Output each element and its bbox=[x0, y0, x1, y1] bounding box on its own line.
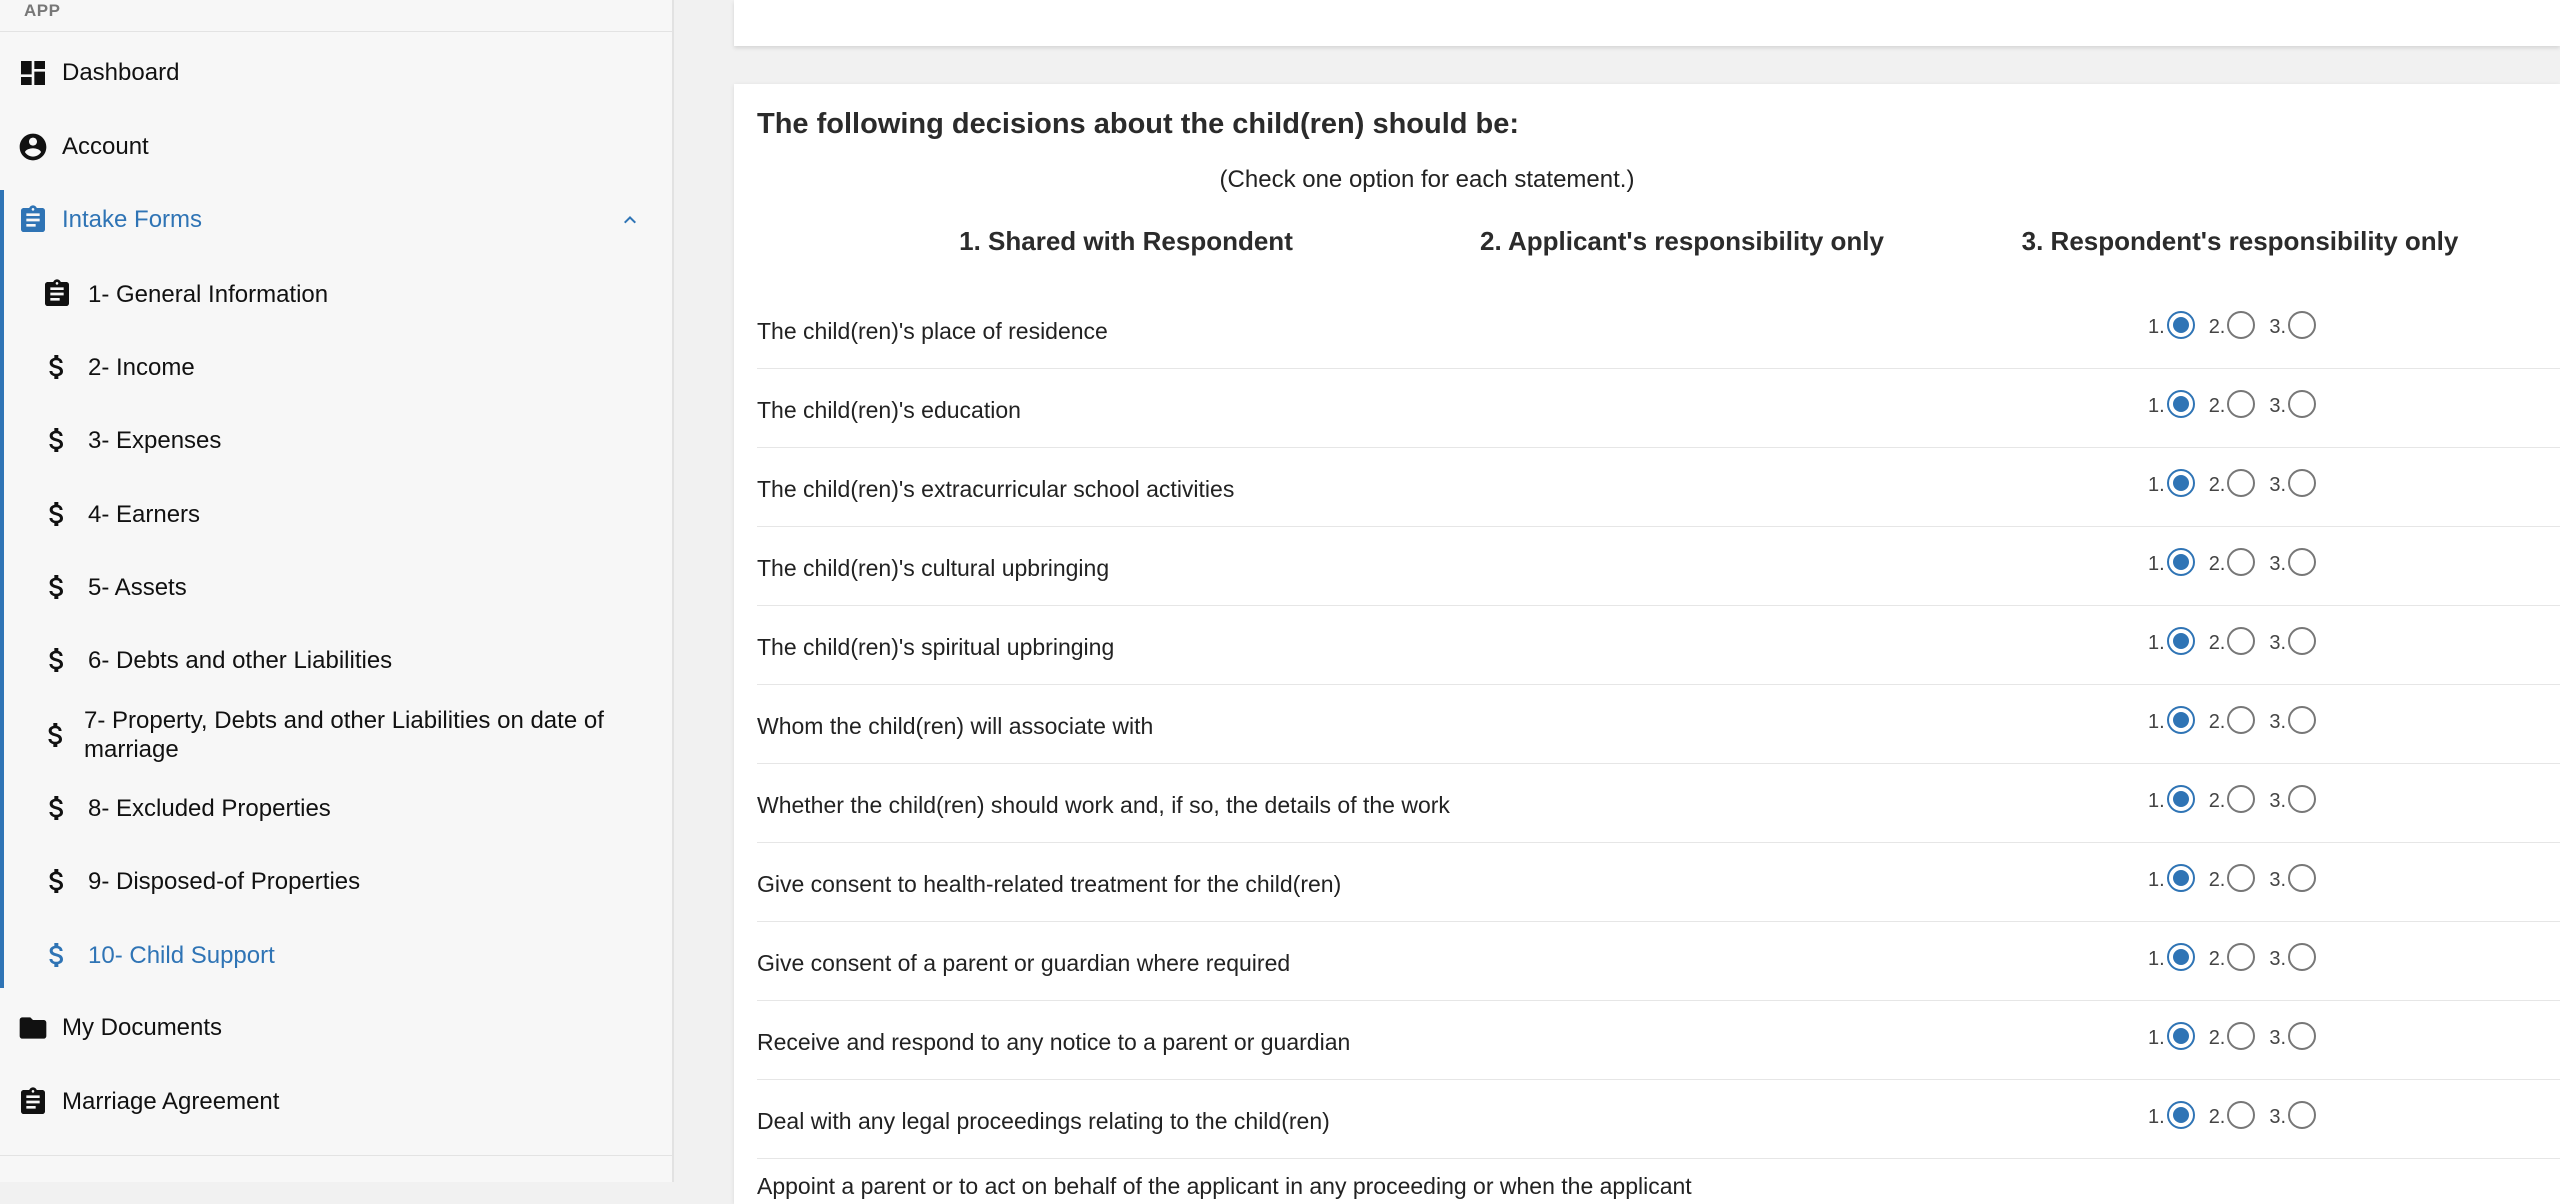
radio-group bbox=[2148, 468, 2330, 497]
radio-button[interactable] bbox=[2167, 943, 2195, 971]
radio-option-2[interactable] bbox=[2209, 310, 2256, 339]
radio-button[interactable] bbox=[2288, 548, 2316, 576]
radio-option-label: 1. bbox=[2148, 711, 2165, 733]
sidebar-subitem-assets[interactable] bbox=[0, 567, 672, 607]
sidebar-subitem-general-information[interactable] bbox=[0, 274, 672, 314]
subitem-label: 4- Earners bbox=[88, 500, 201, 528]
table-row bbox=[757, 922, 2560, 1001]
radio-option-label: 1. bbox=[2148, 790, 2165, 812]
radio-option-1[interactable] bbox=[2148, 1100, 2195, 1129]
radio-option-2[interactable] bbox=[2209, 547, 2256, 576]
radio-option-label: 3. bbox=[2269, 316, 2287, 338]
radio-option-2[interactable] bbox=[2209, 705, 2256, 734]
radio-button[interactable] bbox=[2288, 1022, 2316, 1050]
radio-option-label: 1. bbox=[2148, 1027, 2165, 1049]
radio-button[interactable] bbox=[2167, 785, 2195, 813]
radio-option-label: 3. bbox=[2269, 553, 2287, 575]
radio-button[interactable] bbox=[2227, 1101, 2255, 1129]
sidebar-subitem-child-support[interactable] bbox=[0, 935, 672, 975]
radio-option-label: 1. bbox=[2148, 474, 2165, 496]
radio-option-2[interactable] bbox=[2209, 1021, 2256, 1050]
radio-button[interactable] bbox=[2288, 706, 2316, 734]
sidebar-subitem-expenses[interactable] bbox=[0, 420, 672, 460]
radio-option-label: 2. bbox=[2208, 711, 2226, 733]
radio-option-2[interactable] bbox=[2209, 1100, 2256, 1129]
radio-option-3[interactable] bbox=[2269, 547, 2316, 576]
radio-option-3[interactable] bbox=[2269, 468, 2316, 497]
radio-button[interactable] bbox=[2167, 1101, 2195, 1129]
radio-button[interactable] bbox=[2288, 469, 2316, 497]
radio-button[interactable] bbox=[2288, 1101, 2316, 1129]
radio-option-1[interactable] bbox=[2148, 310, 2195, 339]
dollar-icon bbox=[40, 938, 74, 972]
radio-option-label: 3. bbox=[2269, 869, 2287, 891]
row-statement: The child(ren)'s cultural upbringing bbox=[757, 555, 1110, 581]
row-statement: The child(ren)'s place of residence bbox=[757, 318, 1108, 344]
radio-button[interactable] bbox=[2288, 864, 2316, 892]
radio-button[interactable] bbox=[2227, 469, 2255, 497]
dollar-icon bbox=[40, 570, 74, 604]
radio-option-label: 3. bbox=[2269, 711, 2287, 733]
radio-option-3[interactable] bbox=[2269, 863, 2316, 892]
radio-option-1[interactable] bbox=[2148, 942, 2195, 971]
radio-button[interactable] bbox=[2227, 311, 2255, 339]
radio-group bbox=[2148, 784, 2330, 813]
radio-group bbox=[2148, 310, 2330, 339]
row-statement: Give consent of a parent or guardian where required bbox=[757, 950, 1291, 976]
radio-option-label: 2. bbox=[2208, 948, 2226, 970]
table-row bbox=[757, 290, 2560, 369]
radio-option-3[interactable] bbox=[2269, 942, 2316, 971]
radio-option-2[interactable] bbox=[2209, 863, 2256, 892]
subitem-label: 2- Income bbox=[88, 353, 195, 381]
row-statement: Receive and respond to any notice to a parent or guardian bbox=[757, 1029, 1351, 1055]
subitem-label: 9- Disposed-of Properties bbox=[88, 867, 361, 895]
previous-section-card bbox=[734, 0, 2560, 46]
radio-button[interactable] bbox=[2227, 706, 2255, 734]
sidebar-subitem-disposed-of-properties[interactable] bbox=[0, 861, 672, 901]
row-statement: The child(ren)'s spiritual upbringing bbox=[757, 634, 1115, 660]
nav-item-account[interactable] bbox=[0, 127, 672, 167]
row-statement: The child(ren)'s education bbox=[757, 397, 1021, 423]
radio-option-3[interactable] bbox=[2269, 1021, 2316, 1050]
dollar-icon bbox=[40, 423, 74, 457]
dollar-icon bbox=[40, 643, 74, 677]
radio-option-label: 3. bbox=[2269, 474, 2287, 496]
subitem-label: 8- Excluded Properties bbox=[88, 794, 331, 822]
radio-button[interactable] bbox=[2167, 1022, 2195, 1050]
radio-button[interactable] bbox=[2167, 311, 2195, 339]
radio-option-label: 2. bbox=[2208, 474, 2226, 496]
radio-option-label: 2. bbox=[2208, 1106, 2226, 1128]
table-row bbox=[757, 369, 2560, 448]
sidebar-subitem-income[interactable] bbox=[0, 347, 672, 387]
folder-icon bbox=[16, 1011, 50, 1045]
radio-button[interactable] bbox=[2167, 864, 2195, 892]
radio-button[interactable] bbox=[2167, 469, 2195, 497]
radio-option-1[interactable] bbox=[2148, 547, 2195, 576]
radio-button[interactable] bbox=[2288, 785, 2316, 813]
radio-option-label: 2. bbox=[2208, 553, 2226, 575]
radio-group bbox=[2148, 626, 2330, 655]
dollar-icon bbox=[40, 350, 74, 384]
table-row bbox=[757, 527, 2560, 606]
child-decisions-card bbox=[734, 84, 2560, 1204]
subitem-label: 6- Debts and other Liabilities bbox=[88, 646, 393, 674]
radio-button[interactable] bbox=[2227, 627, 2255, 655]
dollar-icon bbox=[40, 497, 74, 531]
radio-option-label: 3. bbox=[2269, 1027, 2287, 1049]
sidebar-subitem-earners[interactable] bbox=[0, 494, 672, 534]
instruction-text: (Check one option for each statement.) bbox=[1219, 166, 1635, 193]
radio-option-label: 3. bbox=[2269, 790, 2287, 812]
row-statement: Give consent to health-related treatment for the child(ren) bbox=[757, 871, 1342, 897]
nav-item-label: Marriage Agreement bbox=[62, 1088, 280, 1115]
radio-option-1[interactable] bbox=[2148, 705, 2195, 734]
subitem-label: 1- General Information bbox=[88, 280, 329, 308]
radio-button[interactable] bbox=[2227, 1022, 2255, 1050]
radio-option-3[interactable] bbox=[2269, 705, 2316, 734]
radio-option-label: 1. bbox=[2148, 948, 2165, 970]
radio-option-1[interactable] bbox=[2148, 1021, 2195, 1050]
row-statement: Whether the child(ren) should work and, if so, the details of the work bbox=[757, 792, 1450, 818]
nav-item-label: Intake Forms bbox=[62, 206, 203, 233]
table-row bbox=[757, 606, 2560, 685]
column-header-respondent: 3. Respondent's responsibility only bbox=[2021, 226, 2459, 256]
radio-button[interactable] bbox=[2167, 548, 2195, 576]
dollar-icon bbox=[40, 864, 74, 898]
radio-option-3[interactable] bbox=[2269, 1100, 2316, 1129]
dollar-icon bbox=[40, 791, 74, 825]
radio-button[interactable] bbox=[2288, 627, 2316, 655]
radio-option-1[interactable] bbox=[2148, 784, 2195, 813]
radio-option-2[interactable] bbox=[2209, 784, 2256, 813]
radio-option-label: 1. bbox=[2148, 1106, 2165, 1128]
radio-option-2[interactable] bbox=[2209, 626, 2256, 655]
nav-item-my-documents[interactable] bbox=[0, 1008, 672, 1048]
table-row bbox=[757, 764, 2560, 843]
row-statement: Whom the child(ren) will associate with bbox=[757, 713, 1154, 739]
radio-option-label: 1. bbox=[2148, 395, 2165, 417]
radio-group bbox=[2148, 1100, 2330, 1129]
table-row bbox=[757, 448, 2560, 527]
subitem-label: 3- Expenses bbox=[88, 426, 222, 454]
radio-option-1[interactable] bbox=[2148, 863, 2195, 892]
radio-option-label: 1. bbox=[2148, 869, 2165, 891]
radio-group bbox=[2148, 863, 2330, 892]
radio-option-label: 2. bbox=[2208, 632, 2226, 654]
radio-option-3[interactable] bbox=[2269, 626, 2316, 655]
radio-button[interactable] bbox=[2227, 785, 2255, 813]
radio-option-label: 2. bbox=[2208, 869, 2226, 891]
radio-button[interactable] bbox=[2288, 311, 2316, 339]
table-row bbox=[757, 685, 2560, 764]
sidebar-subitem-property-date-of-marriage[interactable] bbox=[0, 704, 640, 766]
column-header-applicant: 2. Applicant's responsibility only bbox=[1480, 226, 1884, 256]
radio-button[interactable] bbox=[2227, 390, 2255, 418]
radio-option-label: 3. bbox=[2269, 395, 2287, 417]
account-circle-icon bbox=[16, 130, 50, 164]
radio-button[interactable] bbox=[2167, 627, 2195, 655]
column-header-shared: 1. Shared with Respondent bbox=[959, 226, 1293, 256]
radio-option-label: 3. bbox=[2269, 632, 2287, 654]
dashboard-icon bbox=[16, 56, 50, 90]
radio-button[interactable] bbox=[2167, 390, 2195, 418]
radio-group bbox=[2148, 705, 2330, 734]
subitem-label: 5- Assets bbox=[88, 573, 187, 601]
radio-group bbox=[2148, 1021, 2330, 1050]
clipboard-icon bbox=[40, 277, 74, 311]
sidebar-subitem-debts[interactable] bbox=[0, 640, 672, 680]
radio-group bbox=[2148, 547, 2330, 576]
nav-item-label: My Documents bbox=[62, 1014, 223, 1041]
partial-row-statement: Appoint a parent or to act on behalf of the applicant in any proceeding or when the applicant bbox=[757, 1173, 1692, 1199]
chevron-up-icon[interactable] bbox=[618, 208, 642, 232]
row-statement: The child(ren)'s extracurricular school activities bbox=[757, 476, 1235, 502]
clipboard-icon bbox=[16, 1085, 50, 1119]
radio-option-label: 3. bbox=[2269, 1106, 2287, 1128]
sidebar-subitem-excluded-properties[interactable] bbox=[0, 788, 672, 828]
nav-item-marriage-agreement[interactable] bbox=[0, 1082, 672, 1122]
subitem-label: 10- Child Support bbox=[88, 941, 275, 969]
subitem-label: 7- Property, Debts and other Liabilities on date of marriage bbox=[84, 707, 604, 763]
nav-item-dashboard[interactable] bbox=[0, 53, 672, 93]
radio-button[interactable] bbox=[2227, 864, 2255, 892]
radio-option-label: 2. bbox=[2208, 1027, 2226, 1049]
table-row bbox=[757, 1001, 2560, 1080]
radio-button[interactable] bbox=[2227, 943, 2255, 971]
radio-option-2[interactable] bbox=[2209, 942, 2256, 971]
sidebar-divider bbox=[0, 1155, 672, 1156]
radio-option-label: 1. bbox=[2148, 316, 2165, 338]
radio-option-2[interactable] bbox=[2209, 389, 2256, 418]
radio-option-label: 1. bbox=[2148, 553, 2165, 575]
radio-option-label: 2. bbox=[2208, 790, 2226, 812]
radio-option-3[interactable] bbox=[2269, 310, 2316, 339]
radio-button[interactable] bbox=[2167, 706, 2195, 734]
radio-group bbox=[2148, 389, 2330, 418]
table-row bbox=[757, 1080, 2560, 1159]
radio-option-1[interactable] bbox=[2148, 626, 2195, 655]
table-row bbox=[757, 843, 2560, 922]
radio-group bbox=[2148, 942, 2330, 971]
radio-option-3[interactable] bbox=[2269, 784, 2316, 813]
radio-option-1[interactable] bbox=[2148, 389, 2195, 418]
radio-button[interactable] bbox=[2288, 390, 2316, 418]
clipboard-icon bbox=[16, 203, 50, 237]
card-title: The following decisions about the child(ren) should be: bbox=[757, 108, 1520, 140]
nav-item-intake-forms[interactable] bbox=[0, 200, 672, 240]
nav-item-label: Account bbox=[62, 133, 149, 160]
radio-button[interactable] bbox=[2288, 943, 2316, 971]
radio-option-label: 2. bbox=[2208, 316, 2226, 338]
radio-button[interactable] bbox=[2227, 548, 2255, 576]
radio-option-label: 1. bbox=[2148, 632, 2165, 654]
radio-option-3[interactable] bbox=[2269, 389, 2316, 418]
radio-option-2[interactable] bbox=[2209, 468, 2256, 497]
nav-item-label: Dashboard bbox=[62, 59, 180, 86]
radio-option-1[interactable] bbox=[2148, 468, 2195, 497]
app-section-label: APP bbox=[0, 0, 672, 32]
radio-option-label: 2. bbox=[2208, 395, 2226, 417]
radio-option-label: 3. bbox=[2269, 948, 2287, 970]
row-statement: Deal with any legal proceedings relating to the child(ren) bbox=[757, 1108, 1330, 1134]
dollar-icon bbox=[40, 718, 72, 752]
